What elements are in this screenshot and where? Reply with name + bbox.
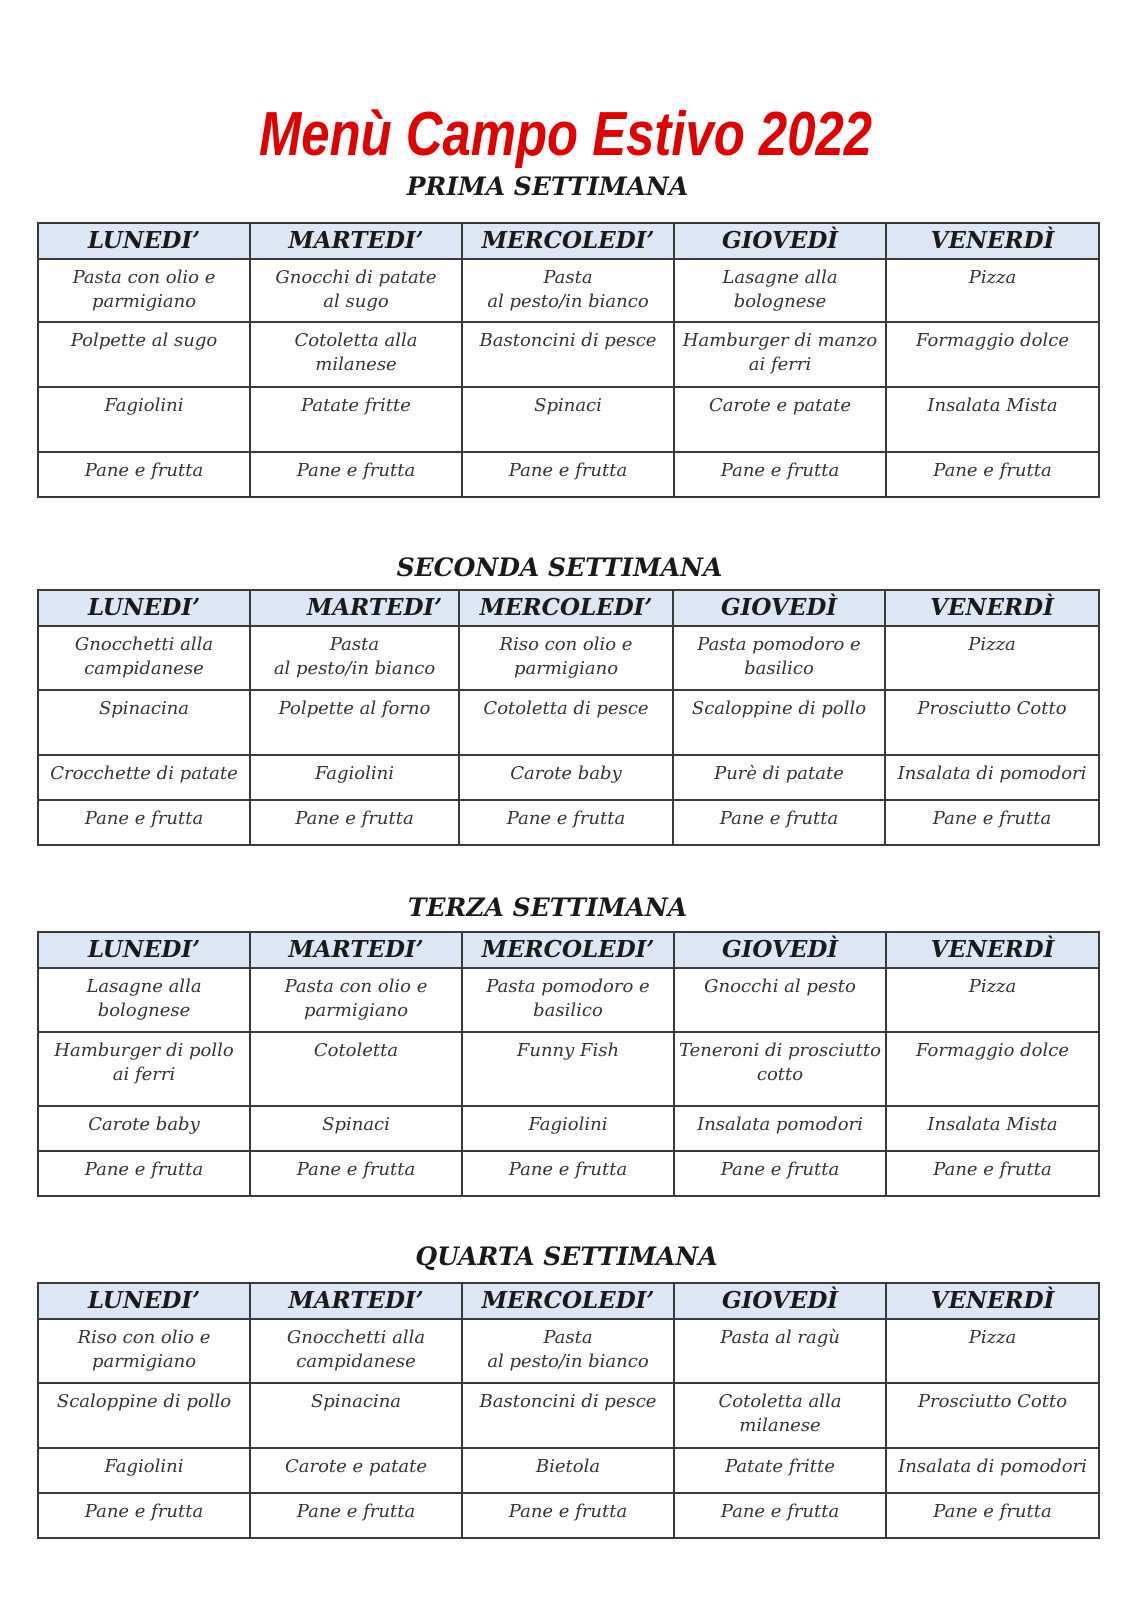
table-row (38, 452, 1099, 497)
table-row (38, 1319, 1099, 1383)
header-row (38, 1283, 1099, 1319)
menu-cell: Cotoletta di pesce (459, 690, 673, 755)
header-row (38, 932, 1099, 968)
menu-cell: Insalata Mista (886, 387, 1099, 452)
menu-cell: Fagiolini (38, 387, 250, 452)
week-title-2: SECONDA SETTIMANA (396, 553, 723, 582)
table-row (38, 755, 1099, 800)
menu-cell: Hamburger di pollo ai ferri (38, 1032, 250, 1106)
menu-cell: Pasta pomodoro e basilico (462, 968, 674, 1032)
menu-cell: Pane e frutta (250, 800, 459, 845)
menu-cell: Prosciutto Cotto (885, 690, 1099, 755)
table-row (38, 259, 1099, 322)
table-row (38, 800, 1099, 845)
menu-cell: Pane e frutta (38, 1151, 250, 1196)
header-row (38, 223, 1099, 259)
menu-cell: Cotoletta alla milanese (250, 322, 462, 387)
table-row (38, 322, 1099, 387)
menu-cell: Pane e frutta (674, 452, 886, 497)
day-header-friday: VENERDÌ (886, 932, 1099, 968)
menu-cell: Gnocchi al pesto (674, 968, 886, 1032)
menu-cell: Spinacina (38, 690, 250, 755)
table-row (38, 1032, 1099, 1106)
menu-cell: Hamburger di manzo ai ferri (674, 322, 886, 387)
menu-cell: Lasagne alla bolognese (38, 968, 250, 1032)
menu-cell: Cotoletta alla milanese (674, 1383, 886, 1448)
day-header-tuesday: MARTEDI’ (250, 590, 459, 626)
menu-cell: Gnocchetti alla campidanese (38, 626, 250, 690)
day-header-monday: LUNEDI’ (38, 223, 250, 259)
menu-cell: Patate fritte (250, 387, 462, 452)
menu-cell: Bietola (462, 1448, 674, 1493)
table-row (38, 1106, 1099, 1151)
menu-cell: Polpette al forno (250, 690, 459, 755)
menu-cell: Pane e frutta (462, 1151, 674, 1196)
menu-cell: Pane e frutta (250, 1493, 462, 1538)
menu-cell: Carote baby (38, 1106, 250, 1151)
menu-cell: Carote e patate (674, 387, 886, 452)
menu-cell: Crocchette di patate (38, 755, 250, 800)
menu-cell: Pasta al ragù (674, 1319, 886, 1383)
menu-cell: Pane e frutta (886, 1151, 1099, 1196)
menu-cell: Pizza (886, 1319, 1099, 1383)
menu-cell: Insalata di pomodori (885, 755, 1099, 800)
menu-cell: Pizza (886, 968, 1099, 1032)
table-row (38, 1493, 1099, 1538)
menu-cell: Pane e frutta (886, 452, 1099, 497)
table-row (38, 1151, 1099, 1196)
menu-cell: Purè di patate (673, 755, 885, 800)
menu-cell: Pasta al pesto/in bianco (250, 626, 459, 690)
menu-cell: Pane e frutta (38, 1493, 250, 1538)
menu-cell: Gnocchetti alla campidanese (250, 1319, 462, 1383)
menu-cell: Pane e frutta (674, 1493, 886, 1538)
day-header-friday: VENERDÌ (886, 223, 1099, 259)
menu-cell: Cotoletta (250, 1032, 462, 1106)
menu-cell: Carote e patate (250, 1448, 462, 1493)
day-header-wednesday: MERCOLEDI’ (459, 590, 673, 626)
menu-cell: Pane e frutta (886, 1493, 1099, 1538)
day-header-thursday: GIOVEDÌ (674, 223, 886, 259)
week-title-1: PRIMA SETTIMANA (406, 172, 689, 201)
day-header-friday: VENERDÌ (885, 590, 1099, 626)
day-header-thursday: GIOVEDÌ (673, 590, 885, 626)
header-row (38, 590, 1099, 626)
day-header-tuesday: MARTEDI’ (250, 1283, 462, 1319)
menu-cell: Pizza (886, 259, 1099, 322)
menu-cell: Pane e frutta (38, 452, 250, 497)
menu-table-week-3 (37, 931, 1100, 1197)
table-row (38, 1383, 1099, 1448)
menu-cell: Pane e frutta (38, 800, 250, 845)
menu-cell: Insalata di pomodori (886, 1448, 1099, 1493)
menu-cell: Pasta al pesto/in bianco (462, 1319, 674, 1383)
menu-cell: Pane e frutta (250, 452, 462, 497)
day-header-tuesday: MARTEDI’ (250, 932, 462, 968)
menu-cell: Polpette al sugo (38, 322, 250, 387)
menu-cell: Pizza (885, 626, 1099, 690)
menu-cell: Teneroni di prosciutto cotto (674, 1032, 886, 1106)
menu-cell: Gnocchi di patate al sugo (250, 259, 462, 322)
menu-cell: Insalata Mista (886, 1106, 1099, 1151)
menu-cell: Spinacina (250, 1383, 462, 1448)
menu-cell: Pane e frutta (459, 800, 673, 845)
day-header-wednesday: MERCOLEDI’ (462, 1283, 674, 1319)
menu-cell: Carote baby (459, 755, 673, 800)
menu-cell: Pane e frutta (462, 1493, 674, 1538)
day-header-monday: LUNEDI’ (38, 1283, 250, 1319)
menu-cell: Formaggio dolce (886, 1032, 1099, 1106)
table-row (38, 690, 1099, 755)
menu-cell: Pasta con olio e parmigiano (250, 968, 462, 1032)
menu-cell: Patate fritte (674, 1448, 886, 1493)
menu-cell: Scaloppine di pollo (673, 690, 885, 755)
menu-cell: Insalata pomodori (674, 1106, 886, 1151)
day-header-tuesday: MARTEDI’ (250, 223, 462, 259)
menu-cell: Formaggio dolce (886, 322, 1099, 387)
menu-cell: Pasta al pesto/in bianco (462, 259, 674, 322)
menu-cell: Pane e frutta (674, 1151, 886, 1196)
menu-cell: Fagiolini (462, 1106, 674, 1151)
menu-cell: Pane e frutta (673, 800, 885, 845)
table-row (38, 1448, 1099, 1493)
menu-table-week-2 (37, 589, 1100, 846)
menu-cell: Pane e frutta (885, 800, 1099, 845)
menu-cell: Scaloppine di pollo (38, 1383, 250, 1448)
menu-cell: Pane e frutta (250, 1151, 462, 1196)
menu-cell: Bastoncini di pesce (462, 1383, 674, 1448)
menu-cell: Pasta pomodoro e basilico (673, 626, 885, 690)
menu-cell: Pane e frutta (462, 452, 674, 497)
day-header-monday: LUNEDI’ (38, 590, 250, 626)
table-row (38, 387, 1099, 452)
day-header-thursday: GIOVEDÌ (674, 932, 886, 968)
week-title-3: TERZA SETTIMANA (407, 893, 688, 922)
day-header-thursday: GIOVEDÌ (674, 1283, 886, 1319)
menu-cell: Fagiolini (38, 1448, 250, 1493)
day-header-wednesday: MERCOLEDI’ (462, 932, 674, 968)
menu-cell: Riso con olio e parmigiano (459, 626, 673, 690)
menu-cell: Spinaci (462, 387, 674, 452)
table-row (38, 626, 1099, 690)
menu-cell: Pasta con olio e parmigiano (38, 259, 250, 322)
menu-cell: Fagiolini (250, 755, 459, 800)
menu-table-week-1 (37, 222, 1100, 498)
menu-cell: Riso con olio e parmigiano (38, 1319, 250, 1383)
menu-cell: Spinaci (250, 1106, 462, 1151)
menu-cell: Lasagne alla bolognese (674, 259, 886, 322)
page-title: Menù Campo Estivo 2022 (258, 100, 873, 169)
menu-cell: Bastoncini di pesce (462, 322, 674, 387)
week-title-4: QUARTA SETTIMANA (415, 1242, 718, 1271)
menu-cell: Funny Fish (462, 1032, 674, 1106)
table-row (38, 968, 1099, 1032)
menu-table-week-4 (37, 1282, 1100, 1539)
day-header-monday: LUNEDI’ (38, 932, 250, 968)
menu-cell: Prosciutto Cotto (886, 1383, 1099, 1448)
day-header-friday: VENERDÌ (886, 1283, 1099, 1319)
day-header-wednesday: MERCOLEDI’ (462, 223, 674, 259)
